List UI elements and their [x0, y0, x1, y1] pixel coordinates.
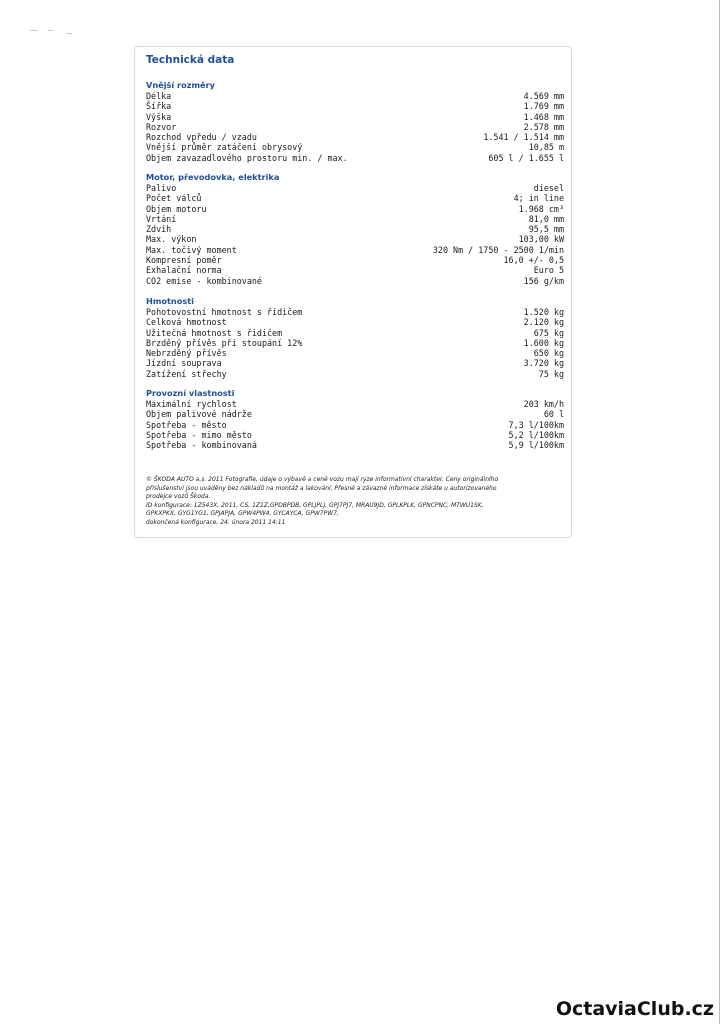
spec-label: Počet válců — [146, 193, 202, 204]
spec-label: Palivo — [146, 183, 177, 193]
footnote-line: prodejce vozů Škoda. — [146, 493, 211, 501]
spec-row — [146, 234, 564, 244]
spec-row — [146, 153, 564, 163]
section-engine — [146, 172, 564, 286]
spec-label: Brzděný přívěs při stoupání 12% — [146, 337, 303, 348]
spec-label: Zatížení střechy — [146, 368, 227, 379]
spec-label: Spotřeba - město — [146, 419, 227, 430]
footnote-line: dokončená konfigurace, 24. února 2011 14:11 — [146, 518, 286, 526]
spec-label: Délka — [146, 91, 172, 101]
spec-value: 203 km/h — [523, 399, 564, 409]
spec-value: 1.468 mm — [523, 111, 564, 122]
spec-value: 3.720 kg — [523, 358, 564, 369]
scan-mark — [66, 33, 72, 34]
spec-value: 5,2 l/100km — [508, 429, 564, 440]
spec-row — [146, 91, 564, 101]
spec-value: 650 kg — [533, 348, 564, 359]
spec-row — [146, 430, 564, 440]
section-exterior-dimensions — [146, 80, 564, 163]
spec-label: Užitečná hmotnost s řidičem — [146, 327, 283, 338]
spec-row — [146, 112, 564, 122]
spec-row — [146, 338, 564, 348]
spec-label: Nebrzděný přívěs — [146, 348, 227, 359]
spec-value: 320 Nm / 1750 - 2500 1/min — [432, 244, 564, 255]
spec-value: 1.769 mm — [523, 101, 564, 112]
spec-value: 2.120 kg — [523, 317, 564, 328]
spec-row — [146, 276, 564, 286]
section-title: Motor, převodovka, elektrika — [146, 172, 280, 182]
spec-label: Vrtání — [146, 213, 177, 224]
spec-label: Objem motoru — [146, 203, 207, 214]
page-edge — [719, 0, 720, 1024]
spec-value: 75 kg — [538, 368, 564, 379]
spec-value: 156 g/km — [523, 275, 564, 286]
spec-value: 5,9 l/100km — [508, 440, 564, 451]
spec-value: 1.541 / 1.514 mm — [483, 132, 564, 143]
footnote-line: © ŠKODA AUTO a.s. 2011 Fotografie, údaje o výbavě a ceně vozu mají ryze informativní charakter. Ceny originálního — [146, 476, 499, 483]
legal-footnote — [146, 476, 564, 528]
spec-value: 10,85 m — [528, 142, 564, 153]
spec-value: 16,0 +/- 0,5 — [503, 255, 564, 266]
spec-value: 7,3 l/100km — [508, 419, 564, 430]
footnote-line: GPKXPKX, GYG1YG1, GPJAPJA, GPW4PW4, GYCAYCA, GPW7PW7, — [146, 510, 339, 518]
section-title: Provozní vlastnosti — [146, 388, 235, 398]
section-weights — [146, 296, 564, 379]
spec-value: 605 l / 1.655 l — [488, 152, 564, 163]
spec-label: Max. výkon — [146, 234, 197, 245]
spec-row — [146, 193, 564, 203]
spec-label: Rozvor — [146, 121, 177, 132]
footnote-line: příslušenství jsou uváděny bez nákladů na montáž a lakování. Přesné a závazné informace získáte u autorizovaného — [146, 484, 497, 492]
spec-value: 4; in line — [513, 193, 564, 204]
spec-value: 2.578 mm — [523, 121, 564, 132]
spec-row — [146, 369, 564, 379]
spec-row — [146, 245, 564, 255]
spec-label: Spotřeba - mimo město — [146, 429, 252, 440]
spec-row — [146, 307, 564, 317]
spec-row — [146, 214, 564, 224]
spec-row — [146, 358, 564, 368]
spec-label: Exhalační norma — [146, 265, 222, 276]
spec-row — [146, 183, 564, 193]
spec-label: Objem zavazadlového prostoru min. / max. — [146, 152, 348, 163]
spec-row — [146, 101, 564, 111]
spec-label: Max. točivý moment — [146, 244, 237, 255]
section-title: Vnější rozměry — [146, 80, 215, 90]
spec-value: 675 kg — [533, 327, 564, 338]
spec-row — [146, 440, 564, 450]
spec-value: 60 l — [543, 409, 564, 420]
spec-row — [146, 328, 564, 338]
spec-row — [146, 224, 564, 234]
site-watermark: OctaviaClub.cz — [555, 998, 714, 1020]
spec-value: 81,0 mm — [528, 213, 564, 224]
spec-value: 1.520 kg — [523, 307, 564, 317]
spec-label: Objem palivové nádrže — [146, 409, 252, 420]
scan-mark — [48, 30, 53, 31]
spec-row — [146, 142, 564, 152]
spec-row — [146, 420, 564, 430]
scan-mark — [30, 30, 38, 31]
spec-label: Spotřeba - kombinovaná — [146, 440, 257, 451]
spec-label: CO2 emise - kombinované — [146, 275, 262, 286]
spec-row — [146, 265, 564, 275]
spec-row — [146, 399, 564, 409]
spec-value: 4.569 mm — [523, 91, 564, 101]
spec-row — [146, 204, 564, 214]
spec-label: Celková hmotnost — [146, 317, 227, 328]
spec-value: Euro 5 — [533, 265, 564, 276]
spec-label: Rozchod vpředu / vzadu — [146, 132, 257, 143]
spec-row — [146, 409, 564, 419]
spec-row — [146, 317, 564, 327]
spec-value: 1.600 kg — [523, 337, 564, 348]
spec-value: diesel — [533, 183, 564, 193]
spec-label: Zdvih — [146, 224, 172, 235]
spec-label: Šířka — [146, 101, 172, 112]
document-title: Technická data — [146, 54, 235, 66]
section-title: Hmotnosti — [146, 296, 194, 306]
spec-label: Výška — [146, 111, 172, 122]
spec-row — [146, 132, 564, 142]
spec-label: Kompresní poměr — [146, 255, 222, 266]
spec-label: Jízdní souprava — [146, 358, 222, 369]
spec-label: Vnější průměr zatáčení obrysový — [146, 142, 303, 153]
spec-value: 95,5 mm — [528, 224, 564, 235]
spec-row — [146, 255, 564, 265]
section-performance — [146, 388, 564, 450]
spec-row — [146, 348, 564, 358]
spec-row — [146, 122, 564, 132]
spec-value: 103,00 kW — [518, 234, 564, 245]
spec-value: 1.968 cm³ — [518, 203, 564, 214]
spec-label: Maximální rychlost — [146, 399, 237, 409]
spec-label: Pohotovostní hmotnost s řidičem — [146, 307, 303, 317]
footnote-line: ID konfigurace: 1Z543X, 2011, CS, 1Z1Z,GPDBPDB, GPLJPLJ, GPJ7PJ7, MRAU9JD, GPLKPLK, GPNCPNC, MTWU1SK, — [146, 501, 484, 509]
